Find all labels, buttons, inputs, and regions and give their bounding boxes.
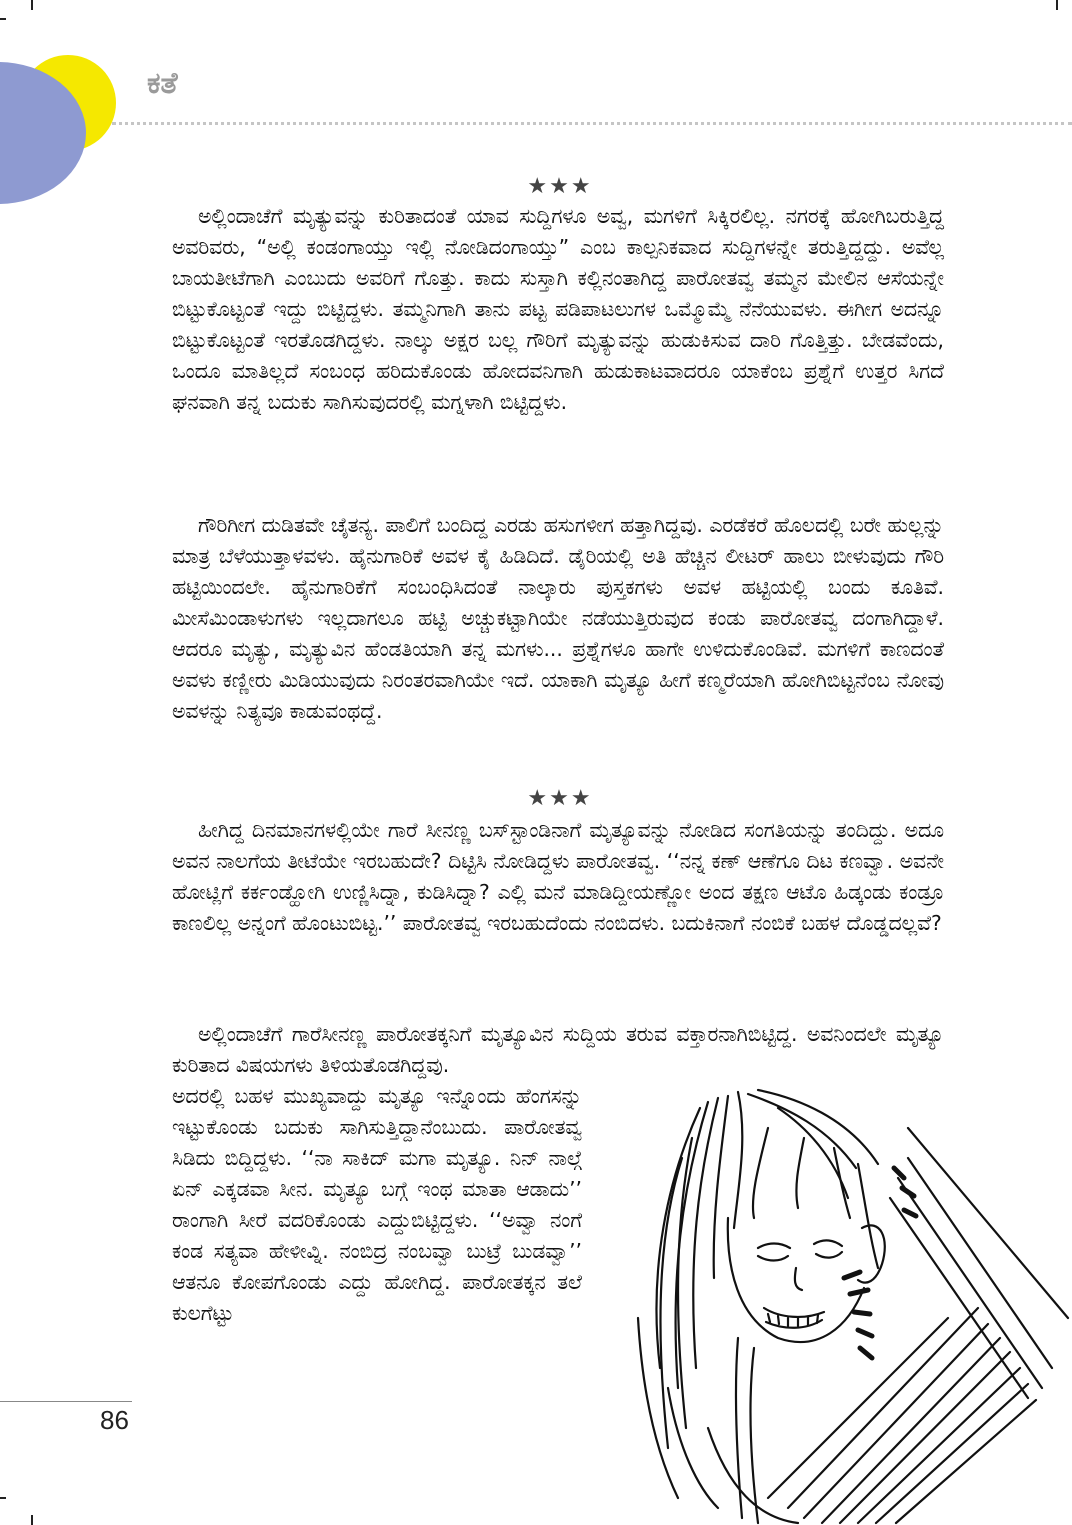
paragraph: ಗೌರಿಗೀಗ ದುಡಿತವೇ ಚೈತನ್ಯ. ಪಾಲಿಗೆ ಬಂದಿದ್ದ ಎರಡು ಹಸುಗಳೀಗ ಹತ್ತಾಗಿದ್ದವು. ಎರಡೆಕರೆ ಹೊಲದಲ್ಲಿ ಬರೇ ಹುಲ್ಲನ್ನು ಮಾತ್ರ ಬೆಳೆಯುತ್ತಾಳವಳು. ಹೈನುಗಾರಿಕೆ ಅವಳ ಕೈ ಹಿಡಿದಿದೆ. ಡೈರಿಯಲ್ಲಿ ಅತಿ ಹೆಚ್ಚಿನ ಲೀಟರ್ ಹಾಲು ಬೀಳುವುದು ಗೌರಿ ಹಟ್ಟಿಯಿಂದಲೇ. ಹೈನುಗಾರಿಕೆಗೆ ಸಂಬಂಧಿಸಿದಂತೆ ನಾಲ್ಕಾರು ಪುಸ್ತಕಗಳು ಅವಳ ಹಟ್ಟಿಯಲ್ಲಿ ಬಂದು ಕೂತಿವೆ. ಮೀಸೆಮಿಂಡಾಳುಗಳು ಇಲ್ಲದಾಗಲೂ ಹಟ್ಟಿ ಅಚ್ಚುಕಟ್ಟಾಗಿಯೇ ನಡೆಯುತ್ತಿರುವುದ ಕಂಡು ಪಾರೋತವ್ವ ದಂಗಾಗಿದ್ದಾಳೆ. ಆದರೂ ಮೃತ್ಯು, ಮೃತ್ಯುವಿನ ಹೆಂಡತಿಯಾಗಿ ತನ್ನ ಮಗಳು... ಪ್ರಶ್ನೆಗಳೂ ಹಾಗೇ ಉಳಿದುಕೊಂಡಿವೆ. ಮಗಳಿಗೆ ಕಾಣದಂತೆ ಅವಳು ಕಣ್ಣೀರು ಮಿಡಿಯುವುದು ನಿರಂತರವಾಗಿಯೇ ಇದೆ. ಯಾಕಾಗಿ ಮೃತ್ಯೂ ಹೀಗೆ ಕಣ್ಮರೆಯಾಗಿ ಹೋಗಿಬಿಟ್ಟನೆಂಬ ನೋವು ಅವಳನ್ನು ನಿತ್ಯವೂ ಕಾಡುವಂಥದ್ದೆ. (172, 513, 944, 723)
crop-mark-bottom-left-side (0, 1497, 6, 1499)
section-separator: ★★★ (527, 174, 593, 199)
crop-mark-top-left-side (0, 18, 6, 20)
paragraph: ಅಲ್ಲಿಂದಾಚೆಗೆ ಗಾರೆಸೀನಣ್ಣ ಪಾರೋತಕ್ಕನಿಗೆ ಮೃತ್ಯೂವಿನ ಸುದ್ದಿಯ ತರುವ ವಕ್ತಾರನಾಗಿಬಿಟ್ಟಿದ್ದ. ಅವನಿಂದಲೇ ಮೃತ್ಯೂ ಕುರಿತಾದ ವಿಷಯಗಳು ತಿಳಿಯತೊಡಗಿದ್ದವು. (172, 1022, 944, 1077)
section-title: ಕತೆ (147, 66, 178, 101)
crop-mark-top-right (1056, 0, 1058, 10)
paragraph: ಅದರಲ್ಲಿ ಬಹಳ ಮುಖ್ಯವಾದ್ದು ಮೃತ್ಯೂ ಇನ್ನೊಂದು ಹೆಂಗಸನ್ನು ಇಟ್ಟುಕೊಂಡು ಬದುಕು ಸಾಗಿಸುತ್ತಿದ್ದಾನೆಂಬುದು. ಪಾರೋತವ್ವ ಸಿಡಿದು ಬಿದ್ದಿದ್ದಳು. ‘‘ನಾ ಸಾಕಿದ್ ಮಗಾ ಮೃತ್ಯೂ. ನಿನ್ ನಾಲ್ಗೆ ಏನ್ ಎಕ್ಕಡವಾ ಸೀನ. ಮೃತ್ಯೂ ಬಗ್ಗೆ ಇಂಥ ಮಾತಾ ಆಡಾದು’’ ರಾಂಗಾಗಿ ಸೀರೆ ವದರಿಕೊಂಡು ಎದ್ದುಬಿಟ್ಟಿದ್ದಳು. ‘‘ಅವ್ವಾ ನಂಗೆ ಕಂಡ ಸತ್ಯವಾ ಹೇಳೀವ್ನಿ. ನಂಬಿದ್ರ ನಂಬವ್ವಾ ಬುಟ್ರೆ ಬುಡವ್ವಾ’’ ಆತನೂ ಕೋಪಗೊಂಡು ಎದ್ದು ಹೋಗಿದ್ದ. ಪಾರೋತಕ್ಕನ ತಲೆ ಕುಲಗೆಟ್ಟು (172, 1084, 582, 1325)
header-dotted-rule (112, 122, 1072, 125)
crop-mark-bottom-left (31, 1515, 33, 1525)
section-separator: ★★★ (527, 786, 593, 811)
page-number: 86 (100, 1405, 129, 1435)
sketch-illustration (608, 1068, 1072, 1525)
paragraph: ಅಲ್ಲಿಂದಾಚೆಗೆ ಮೃತ್ಯುವನ್ನು ಕುರಿತಾದಂತೆ ಯಾವ ಸುದ್ದಿಗಳೂ ಅವ್ವ, ಮಗಳಿಗೆ ಸಿಕ್ಕಿರಲಿಲ್ಲ. ನಗರಕ್ಕೆ ಹೋಗಿಬರುತ್ತಿದ್ದ ಅವರಿವರು, “ಅಲ್ಲಿ ಕಂಡಂಗಾಯ್ತು ಇಲ್ಲಿ ನೋಡಿದಂಗಾಯ್ತು” ಎಂಬ ಕಾಲ್ಪನಿಕವಾದ ಸುದ್ದಿಗಳನ್ನೇ ತರುತ್ತಿದ್ದದ್ದು. ಅವೆಲ್ಲ ಬಾಯತೀಟೆಗಾಗಿ ಎಂಬುದು ಅವರಿಗೆ ಗೊತ್ತು. ಕಾದು ಸುಸ್ತಾಗಿ ಕಲ್ಲಿನಂತಾಗಿದ್ದ ಪಾರೋತವ್ವ ತಮ್ಮನ ಮೇಲಿನ ಆಸೆಯನ್ನೇ ಬಿಟ್ಟುಕೊಟ್ಟಂತೆ ಇದ್ದು ಬಿಟ್ಟಿದ್ದಳು. ತಮ್ಮನಿಗಾಗಿ ತಾನು ಪಟ್ಟ ಪಡಿಪಾಟಲುಗಳ ಒಮ್ಮೊಮ್ಮೆ ನೆನೆಯುವಳು. ಈಗೀಗ ಅದನ್ನೂ ಬಿಟ್ಟುಕೊಟ್ಟಂತೆ ಇರತೊಡಗಿದ್ದಳು. ನಾಲ್ಕು ಅಕ್ಷರ ಬಲ್ಲ ಗೌರಿಗೆ ಮೃತ್ಯುವನ್ನು ಹುಡುಕಿಸುವ ದಾರಿ ಗೊತ್ತಿತ್ತು. ಬೇಡವೆಂದು, ಒಂದೂ ಮಾತಿಲ್ಲದೆ ಸಂಬಂಧ ಹರಿದುಕೊಂಡು ಹೋದವನಿಗಾಗಿ ಹುಡುಕಾಟವಾದರೂ ಯಾಕೆಂಬ ಪ್ರಶ್ನೆಗೆ ಉತ್ತರ ಸಿಗದೆ ಘನವಾಗಿ ತನ್ನ ಬದುಕು ಸಾಗಿಸುವುದರಲ್ಲಿ ಮಗ್ನಳಾಗಿ ಬಿಟ್ಟಿದ್ದಳು. (172, 204, 944, 414)
footer-rule (0, 1401, 132, 1402)
crop-mark-top-left (31, 0, 33, 10)
paragraph: ಹೀಗಿದ್ದ ದಿನಮಾನಗಳಲ್ಲಿಯೇ ಗಾರೆ ಸೀನಣ್ಣ ಬಸ್‌ಸ್ಟಾಂಡಿನಾಗೆ ಮೃತ್ಯೂವನ್ನು ನೋಡಿದ ಸಂಗತಿಯನ್ನು ತಂದಿದ್ದು. ಅದೂ ಅವನ ನಾಲಗೆಯ ತೀಟೆಯೇ ಇರಬಹುದೇ? ದಿಟ್ಟಿಸಿ ನೋಡಿದ್ದಳು ಪಾರೋತವ್ವ. ‘‘ನನ್ನ ಕಣ್ ಆಣೆಗೂ ದಿಟ ಕಣವ್ವಾ. ಅವನೇ ಹೋಟ್ಲಿಗೆ ಕರ್ಕಂಡ್ಹೋಗಿ ಉಣ್ಣಿಸಿದ್ನಾ, ಕುಡಿಸಿದ್ನಾ? ಎಲ್ಲಿ ಮನೆ ಮಾಡಿದ್ದೀಯಣ್ಣೋ ಅಂದ ತಕ್ಷಣ ಆಟೊ ಹಿಡ್ಕಂಡು ಕಂಡ್ರೂ ಕಾಣಲಿಲ್ಲ ಅನ್ನಂಗೆ ಹೊಂಟುಬಿಟ್ಟ.’’ ಪಾರೋತವ್ವ ಇರಬಹುದೆಂದು ನಂಬಿದಳು. ಬದುಕಿನಾಗೆ ನಂಬಿಕೆ ಬಹಳ ದೊಡ್ಡದಲ್ಲವೆ? (172, 818, 944, 935)
